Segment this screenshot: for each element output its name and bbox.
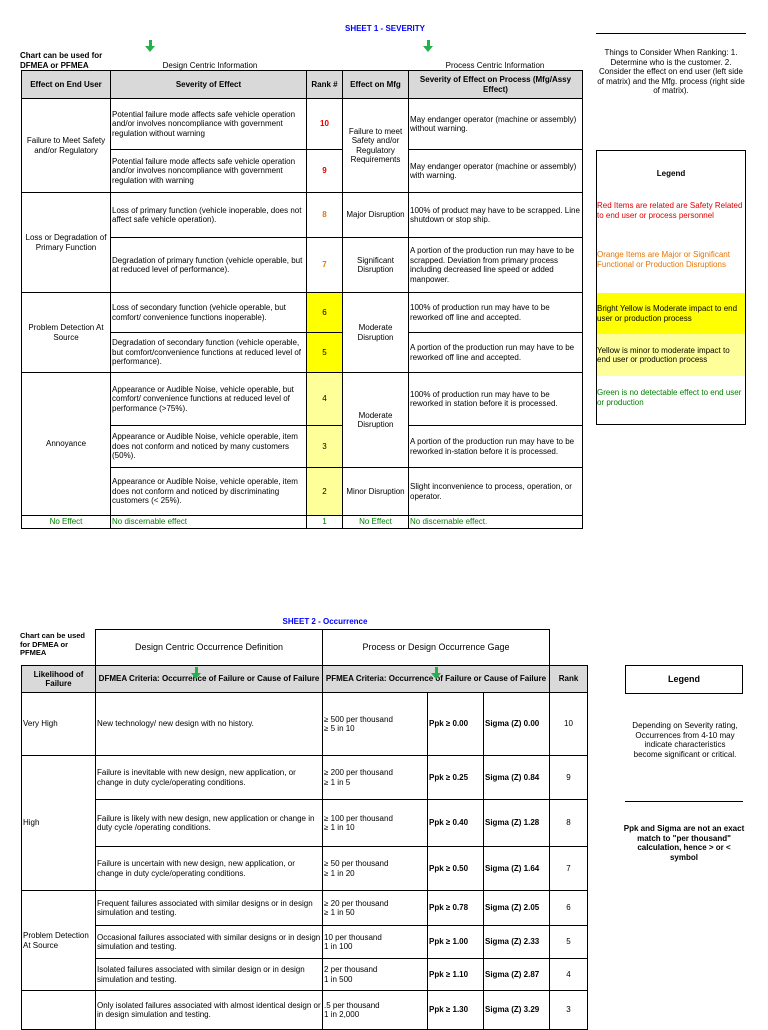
sheet2-legend-title: Legend <box>625 665 743 694</box>
group-primary-function: Loss or Degradation of Primary Function <box>21 192 111 293</box>
per-thousand-text: ≥ 20 per thousand ≥ 1 in 50 <box>324 898 389 917</box>
process-cell: 100% of production run may have to be reworked off line and accepted. <box>408 292 583 333</box>
dfmea-criteria-cell <box>95 958 323 991</box>
rank-text: 3 <box>566 1005 571 1015</box>
mfg-cell: Moderate Disruption <box>342 292 409 373</box>
mfg-cell: Failure to meet Safety and/or Regulatory Requirements <box>342 98 409 193</box>
process-cell: 100% of product may have to be scrapped. Line shutdown or stop ship. <box>408 192 583 238</box>
sigma-text: Sigma (Z) 0.00 <box>485 719 540 729</box>
dfmea-criteria-cell <box>95 990 323 1030</box>
sheet2-title: SHEET 2 - Occurrence <box>282 617 368 626</box>
rank-text: 4 <box>566 969 571 979</box>
severity-cell: Appearance or Audible Noise, vehicle operable, but comfort/ convenience functions at reduced level of performance (>75%). <box>110 372 307 426</box>
dfmea-criteria-cell <box>95 692 323 756</box>
header-effect-mfg: Effect on Mfg <box>342 70 409 99</box>
divider <box>596 33 746 34</box>
sigma-text: Sigma (Z) 2.05 <box>485 903 540 913</box>
likelihood-very-high: Very High <box>21 692 96 756</box>
rank-7: 7 <box>306 237 343 293</box>
per-thousand-cell <box>322 755 428 800</box>
ppk-cell <box>427 692 484 756</box>
rank-6: 6 <box>306 292 343 333</box>
ranking-considerations: Things to Consider When Ranking: 1. Determine who is the customer. 2. Consider the effect on end user (left side of matrix) and the Mfg. process (right side of matrix). <box>597 48 745 95</box>
group-no-effect: No Effect <box>21 515 111 529</box>
group-detection: Problem Detection At Source <box>21 292 111 373</box>
rank-5: 5 <box>306 332 343 373</box>
sigma-text: Sigma (Z) 1.64 <box>485 863 540 873</box>
sigma-text: Sigma (Z) 2.87 <box>485 969 540 979</box>
legend-red: Red Items are related are Safety Related to end user or process personnel <box>597 201 743 220</box>
rank-cell <box>549 692 588 756</box>
sigma-cell <box>483 990 550 1030</box>
dfmea-criteria-cell <box>95 925 323 959</box>
dfmea-criteria-text: Failure is likely with new design, new application or change in duty cycle /operating conditions. <box>97 813 315 832</box>
ppk-text: Ppk ≥ 0.00 <box>429 719 469 729</box>
rank-2: 2 <box>306 467 343 516</box>
sigma-text: Sigma (Z) 3.29 <box>485 1005 540 1015</box>
legend-orange: Orange Items are Major or Significant Functional or Production Disruptions <box>597 250 730 269</box>
rank-text: 7 <box>566 863 571 873</box>
sigma-cell <box>483 890 550 926</box>
process-cell: 100% of production run may have to be reworked in station before it is processed. <box>408 372 583 426</box>
rank-1: 1 <box>306 515 343 529</box>
header-likelihood: Likelihood of Failure <box>21 665 96 693</box>
process-cell: No discernable effect. <box>408 515 583 529</box>
rank-9: 9 <box>306 149 343 193</box>
rank-cell <box>549 846 588 891</box>
dfmea-criteria-cell <box>95 846 323 891</box>
rank-cell <box>549 990 588 1030</box>
per-thousand-text: 10 per thousand 1 in 100 <box>324 932 382 951</box>
dfmea-criteria-text: Isolated failures associated with similar design or in design simulation and testing. <box>97 965 305 984</box>
rank-cell <box>549 799 588 847</box>
per-thousand-cell <box>322 692 428 756</box>
sigma-cell <box>483 846 550 891</box>
legend-title: Legend <box>656 169 686 178</box>
ppk-text: Ppk ≥ 0.78 <box>429 903 469 913</box>
severity-cell: Appearance or Audible Noise, vehicle operable, item does not conform and noticed by many customers (50%). <box>110 425 307 468</box>
dfmea-criteria-text: Failure is inevitable with new design, new application, or change in duty cycle/operating conditions. <box>97 768 296 787</box>
severity-cell: Degradation of secondary function (vehicle operable, but comfort/convenience functions at reduced level of performance). <box>110 332 307 373</box>
ppk-text: Ppk ≥ 0.50 <box>429 863 469 873</box>
rank-8: 8 <box>306 192 343 238</box>
ppk-cell <box>427 755 484 800</box>
sheet1-chart-note: Chart can be used for DFMEA or PFMEA <box>20 51 103 70</box>
ppk-note: Ppk and Sigma are not an exact match to "per thousand" calculation, hence > or < symbol <box>623 824 745 862</box>
sheet1-legend <box>596 150 746 425</box>
likelihood-cell <box>21 990 96 1030</box>
mfg-cell: Moderate Disruption <box>342 372 409 468</box>
sigma-cell <box>483 692 550 756</box>
severity-cell: Loss of primary function (vehicle inoperable, does not affect safe vehicle operation). <box>110 192 307 238</box>
sheet1-title: SHEET 1 - SEVERITY <box>344 24 426 33</box>
per-thousand-cell <box>322 846 428 891</box>
ppk-text: Ppk ≥ 0.40 <box>429 818 469 828</box>
group-annoyance: Annoyance <box>21 372 111 516</box>
rank-text: 5 <box>566 937 571 947</box>
per-thousand-cell <box>322 925 428 959</box>
divider <box>625 801 743 802</box>
likelihood-detection: Problem Detection At Source <box>21 890 96 991</box>
process-cell: May endanger operator (machine or assembly) with warning. <box>408 149 583 193</box>
mfg-cell: No Effect <box>342 515 409 529</box>
dfmea-criteria-cell <box>95 799 323 847</box>
rank-text: 8 <box>566 818 571 828</box>
ppk-text: Ppk ≥ 1.10 <box>429 969 469 979</box>
per-thousand-cell <box>322 958 428 991</box>
severity-cell: Loss of secondary function (vehicle operable, but comfort/ convenience functions inoperable). <box>110 292 307 333</box>
process-cell: A portion of the production run may have to be reworked off line and accepted. <box>408 332 583 373</box>
ppk-cell <box>427 958 484 991</box>
dfmea-criteria-text: Only isolated failures associated with almost identical design or in design simulation and testing. <box>97 1000 321 1019</box>
legend-bright-yellow: Bright Yellow is Moderate impact to end user or production process <box>597 293 745 334</box>
process-cell: A portion of the production run may have to be reworked in-station before it is processed. <box>408 425 583 468</box>
rank-text: 9 <box>566 772 571 782</box>
rank-cell <box>549 755 588 800</box>
dfmea-criteria-text: Occasional failures associated with similar designs or in design simulation and testing. <box>97 932 321 951</box>
severity-cell: No discernable effect <box>110 515 307 529</box>
rank-3: 3 <box>306 425 343 468</box>
rank-4: 4 <box>306 372 343 426</box>
rank-text: 10 <box>564 719 573 729</box>
ppk-text: Ppk ≥ 1.00 <box>429 937 469 947</box>
per-thousand-text: ≥ 500 per thousand ≥ 5 in 10 <box>324 714 393 733</box>
per-thousand-cell <box>322 990 428 1030</box>
sigma-text: Sigma (Z) 2.33 <box>485 937 540 947</box>
mfg-cell: Minor Disruption <box>342 467 409 516</box>
header-dfmea: DFMEA Criteria: Occurrence of Failure or Cause of Failure <box>95 665 323 693</box>
severity-cell: Degradation of primary function (vehicle operable, but at reduced level of performance). <box>110 237 307 293</box>
header-severity: Severity of Effect <box>110 70 307 99</box>
per-thousand-text: ≥ 200 per thousand ≥ 1 in 5 <box>324 768 393 787</box>
design-centric-label: Design Centric Information <box>162 61 258 70</box>
ppk-cell <box>427 799 484 847</box>
process-centric-label: Process Centric Information <box>445 61 545 70</box>
sigma-cell <box>483 925 550 959</box>
legend-yellow: Yellow is minor to moderate impact to end user or production process <box>597 334 745 376</box>
sigma-cell <box>483 799 550 847</box>
sheet2-legend-text: Depending on Severity rating, Occurrences from 4-10 may indicate characteristics become significant or critical. <box>632 721 738 759</box>
dfmea-criteria-text: Frequent failures associated with similar designs or in design simulation and testing. <box>97 898 313 917</box>
process-cell: May endanger operator (machine or assembly) without warning. <box>408 98 583 150</box>
severity-cell: Appearance or Audible Noise, vehicle operable, item does not conform and noticed by discriminating customers (< 25%). <box>110 467 307 516</box>
sigma-text: Sigma (Z) 1.28 <box>485 818 540 828</box>
design-occurrence-definition: Design Centric Occurrence Definition <box>95 629 323 666</box>
sheet2-chart-note: Chart can be used for DFMEA or PFMEA <box>20 631 86 657</box>
per-thousand-text: .5 per thousand 1 in 2,000 <box>324 1000 380 1019</box>
ppk-text: Ppk ≥ 0.25 <box>429 772 469 782</box>
process-cell: Slight inconvenience to process, operation, or operator. <box>408 467 583 516</box>
process-occurrence-gage: Process or Design Occurrence Gage <box>322 629 550 666</box>
per-thousand-text: 2 per thousand 1 in 500 <box>324 965 378 984</box>
likelihood-high: High <box>21 755 96 891</box>
rank-cell <box>549 925 588 959</box>
rank-10: 10 <box>306 98 343 150</box>
header-rank: Rank # <box>306 70 343 99</box>
rank-cell <box>549 890 588 926</box>
per-thousand-text: ≥ 100 per thousand ≥ 1 in 10 <box>324 813 393 832</box>
header-effect-end-user: Effect on End User <box>21 70 111 99</box>
header-rank: Rank <box>549 665 588 693</box>
rank-text: 6 <box>566 903 571 913</box>
legend-green: Green is no detectable effect to end user or production <box>597 388 742 407</box>
sigma-cell <box>483 958 550 991</box>
severity-cell: Potential failure mode affects safe vehicle operation and/or involves noncompliance with government regulation with warning <box>110 149 307 193</box>
dfmea-criteria-text: Failure is uncertain with new design, new application, or change in duty cycle/operating conditions. <box>97 859 295 878</box>
sigma-text: Sigma (Z) 0.84 <box>485 772 540 782</box>
header-process-severity: Severity of Effect on Process (Mfg/Assy Effect) <box>408 70 583 99</box>
per-thousand-cell <box>322 890 428 926</box>
ppk-cell <box>427 925 484 959</box>
process-cell: A portion of the production run may have to be scrapped. Deviation from primary process including decreased line speed or added manpower. <box>408 237 583 293</box>
dfmea-criteria-cell <box>95 755 323 800</box>
header-pfmea: PFMEA Criteria: Occurrence of Failure or Cause of Failure <box>322 665 550 693</box>
per-thousand-cell <box>322 799 428 847</box>
ppk-cell <box>427 846 484 891</box>
per-thousand-text: ≥ 50 per thousand ≥ 1 in 20 <box>324 859 389 878</box>
mfg-cell: Significant Disruption <box>342 237 409 293</box>
mfg-cell: Major Disruption <box>342 192 409 238</box>
ppk-text: Ppk ≥ 1.30 <box>429 1005 469 1015</box>
dfmea-criteria-text: New technology/ new design with no history. <box>97 719 254 729</box>
dfmea-criteria-cell <box>95 890 323 926</box>
sigma-cell <box>483 755 550 800</box>
ppk-cell <box>427 990 484 1030</box>
severity-cell: Potential failure mode affects safe vehicle operation and/or involves noncompliance with government regulation without warning <box>110 98 307 150</box>
ppk-cell <box>427 890 484 926</box>
group-safety: Failure to Meet Safety and/or Regulatory <box>21 98 111 193</box>
rank-cell <box>549 958 588 991</box>
